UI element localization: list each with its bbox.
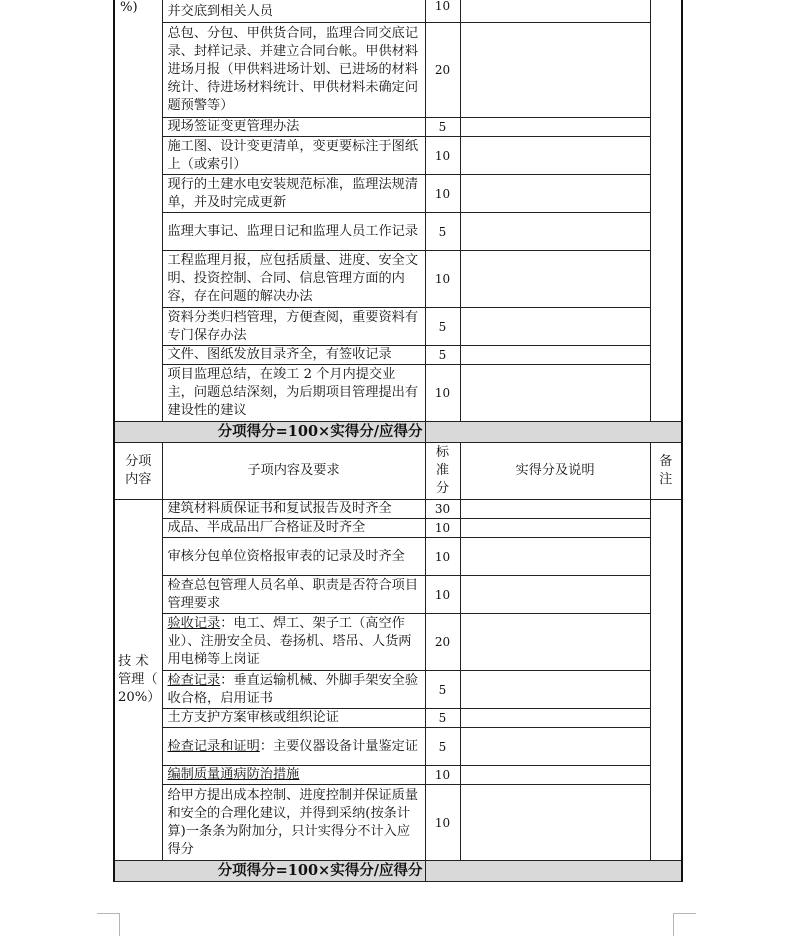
table-row — [114, 671, 682, 709]
actual-score-cell[interactable] — [460, 365, 650, 422]
summary-row — [114, 422, 682, 443]
score-cell: 10 — [425, 576, 460, 614]
remark-cell[interactable] — [650, 500, 682, 861]
table-row — [114, 500, 682, 519]
header-category: 分项内容 — [114, 443, 162, 500]
score-cell: 10 — [425, 785, 460, 861]
table-row — [114, 346, 682, 365]
item-cell: 验收记录：电工、焊工、架子工（高空作业）、注册安全员、卷扬机、塔吊、人货两用电梯等上岗证 — [162, 614, 425, 671]
score-cell: 5 — [425, 308, 460, 346]
table-row — [114, 785, 682, 861]
score-cell: 5 — [425, 728, 460, 766]
score-cell: 10 — [425, 365, 460, 422]
score-cell: 5 — [425, 213, 460, 251]
remark-cell[interactable] — [650, 0, 682, 422]
actual-score-cell[interactable] — [460, 251, 650, 308]
header-remark: 备注 — [650, 443, 682, 500]
actual-score-cell[interactable] — [460, 728, 650, 766]
actual-score-cell[interactable] — [460, 23, 650, 118]
header-standard: 标准分 — [425, 443, 460, 500]
score-cell: 10 — [425, 0, 460, 23]
header-actual: 实得分及说明 — [460, 443, 650, 500]
evaluation-table — [113, 0, 683, 882]
table-row — [114, 709, 682, 728]
actual-score-cell[interactable] — [460, 500, 650, 519]
item-cell: 工程监理月报，应包括质量、进度、安全文明、投资控制、合同、信息管理方面的内容，存在问题的解决办法 — [162, 251, 425, 308]
score-cell: 10 — [425, 766, 460, 785]
page-corner-mark-right — [673, 913, 696, 936]
actual-score-cell[interactable] — [460, 175, 650, 213]
summary-cell: 分项得分=100×实得分/应得分 — [114, 422, 425, 443]
actual-score-cell[interactable] — [460, 671, 650, 709]
table-row — [114, 614, 682, 671]
actual-score-cell[interactable] — [460, 308, 650, 346]
item-cell: 资料分类归档管理，方便查阅，重要资料有专门保存办法 — [162, 308, 425, 346]
item-cell: 现场签证变更管理办法 — [162, 118, 425, 137]
table-row — [114, 538, 682, 576]
category-cell: %) — [114, 0, 162, 422]
item-cell: 给甲方提出成本控制、进度控制并保证质量和安全的合理化建议，并得到采纳(按条计算)一条条为附加分，只计实得分不计入应得分 — [162, 785, 425, 861]
actual-score-cell[interactable] — [460, 709, 650, 728]
item-cell: 监理大事记、监理日记和监理人员工作记录 — [162, 213, 425, 251]
actual-score-cell[interactable] — [460, 118, 650, 137]
score-cell: 20 — [425, 614, 460, 671]
score-cell: 10 — [425, 538, 460, 576]
score-cell: 20 — [425, 23, 460, 118]
table-row — [114, 118, 682, 137]
item-cell: 施工图、设计变更清单，变更要标注于图纸上（或索引） — [162, 137, 425, 175]
actual-score-cell[interactable] — [460, 0, 650, 23]
item-cell: 审核分包单位资格报审表的记录及时齐全 — [162, 538, 425, 576]
actual-score-cell[interactable] — [460, 346, 650, 365]
table-row — [114, 137, 682, 175]
item-cell: 检查记录和证明：主要仪器设备计量鉴定证 — [162, 728, 425, 766]
item-cell: 现行的土建水电安装规范标准，监理法规清单，并及时完成更新 — [162, 175, 425, 213]
table-row — [114, 308, 682, 346]
score-cell: 10 — [425, 251, 460, 308]
table-row — [114, 728, 682, 766]
table-row — [114, 519, 682, 538]
actual-score-cell[interactable] — [460, 213, 650, 251]
score-cell: 30 — [425, 500, 460, 519]
header-content: 子项内容及要求 — [162, 443, 425, 500]
table-row — [114, 365, 682, 422]
actual-score-cell[interactable] — [460, 137, 650, 175]
table-row — [114, 175, 682, 213]
actual-score-cell[interactable] — [460, 766, 650, 785]
score-cell: 5 — [425, 346, 460, 365]
summary-row — [114, 861, 682, 882]
actual-score-cell[interactable] — [460, 785, 650, 861]
actual-score-cell[interactable] — [460, 519, 650, 538]
table-row — [114, 766, 682, 785]
actual-score-cell[interactable] — [460, 614, 650, 671]
table-row — [114, 23, 682, 118]
score-cell: 10 — [425, 137, 460, 175]
page-corner-mark-left — [97, 913, 120, 936]
score-cell: 10 — [425, 175, 460, 213]
actual-score-cell[interactable] — [460, 576, 650, 614]
header-row — [114, 443, 682, 500]
table-row — [114, 213, 682, 251]
actual-score-cell[interactable] — [460, 538, 650, 576]
item-cell: 检查总包管理人员名单、职责是否符合项目管理要求 — [162, 576, 425, 614]
table-row — [114, 251, 682, 308]
item-cell: 并交底到相关人员 — [162, 0, 425, 23]
item-cell: 土方支护方案审核或组织论证 — [162, 709, 425, 728]
item-cell: 检查记录：垂直运输机械、外脚手架安全验收合格，启用证书 — [162, 671, 425, 709]
summary-cell: 分项得分=100×实得分/应得分 — [114, 861, 425, 882]
item-cell: 文件、图纸发放目录齐全，有签收记录 — [162, 346, 425, 365]
item-cell: 编制质量通病防治措施 — [162, 766, 425, 785]
summary-blank-cell — [425, 861, 682, 882]
item-cell: 成品、半成品出厂合格证及时齐全 — [162, 519, 425, 538]
table-row — [114, 576, 682, 614]
summary-blank-cell — [425, 422, 682, 443]
item-cell: 建筑材料质保证书和复试报告及时齐全 — [162, 500, 425, 519]
score-cell: 5 — [425, 671, 460, 709]
item-cell: 总包、分包、甲供货合同，监理合同交底记录、封样记录、并建立合同台帐。甲供材料进场月报（甲供料进场计划、已进场的材料统计、待进场材料统计、甲供材料未确定问题预警等） — [162, 23, 425, 118]
score-cell: 5 — [425, 118, 460, 137]
table-row — [114, 0, 682, 23]
item-cell: 项目监理总结，在竣工 2 个月内提交业主，问题总结深刻，为后期项目管理提出有建设性的建议 — [162, 365, 425, 422]
score-cell: 5 — [425, 709, 460, 728]
category-cell: 技 术管理（ 20%） — [114, 500, 162, 861]
score-cell: 10 — [425, 519, 460, 538]
